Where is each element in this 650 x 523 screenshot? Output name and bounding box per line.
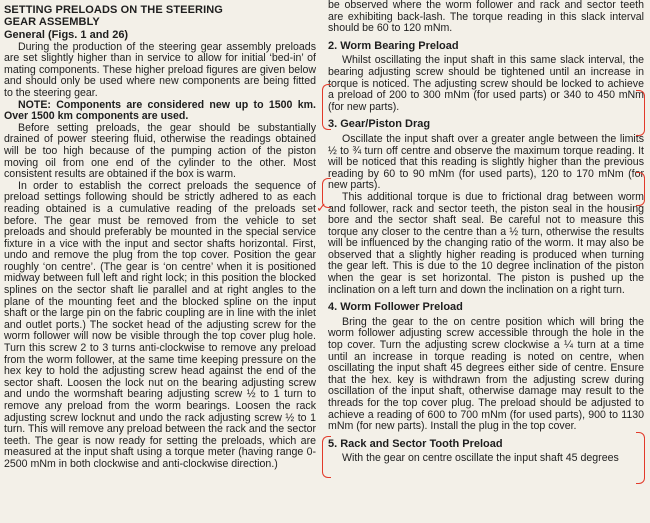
heading-gear-piston-drag: 3. Gear/Piston Drag [328, 118, 431, 131]
title-line-1: SETTING PRELOADS ON THE STEERING [4, 4, 223, 16]
paragraph-production: During the production of the steering gear assembly preloads are set slightly higher than in service to allow for initial ‘bed-in’ of mating components. These higher preload figures are given below and should only be used where new components are being fitted to the steering gear. [4, 40, 316, 99]
title-line-2: GEAR ASSEMBLY [4, 16, 100, 28]
note-components: NOTE: Components are considered new up to 1500 km. Over 1500 km components are used. [4, 98, 316, 123]
annotation-bracket-right-1 [636, 90, 645, 136]
check-mark-icon: ✓ [316, 200, 327, 215]
right-column [328, 0, 644, 465]
annotation-bracket-left-3 [322, 436, 331, 478]
annotation-bracket-right-2 [636, 172, 645, 206]
left-column [4, 0, 316, 471]
annotation-bracket-right-3 [636, 432, 645, 484]
section-title [4, 4, 316, 28]
general-subheading: General (Figs. 1 and 26) [4, 29, 129, 41]
heading-rack-sector-preload: 5. Rack and Sector Tooth Preload [328, 437, 503, 450]
paragraph-gear-piston-a: Oscillate the input shaft over a greater angle between the limits ½ to ¾ turn off centre and observe the maximum torque reading. It will be noticed that this reading is slightly higher than the previous reading by 60 to 90 mNm (for used parts), 120 to 170 mNm (for new parts). [328, 132, 644, 192]
paragraph-rack-sector: With the gear on centre oscillate the input shaft 45 degrees [342, 452, 619, 465]
annotation-bracket-left-1 [322, 84, 331, 130]
paragraph-worm-follower: Bring the gear to the on centre position which will bring the worm follower adjusting screw accessible through the hole in the top cover. Turn the adjusting screw clockwise a ¼ turn at a time until an increase in torque reading is noted on centre, when oscillating the input shaft 45 degrees either side of centre. Ensure that the hex. key is withdrawn from the adjusting screw during oscillation of the input shaft, otherwise damage may result to the threads for the top cover plug. The preload should be adjusted to achieve a reading of 600 to 700 mNm (for used parts), 900 to 1130 mNm (for new parts). Install the plug in the top cover. [328, 315, 644, 433]
paragraph-gear-piston-b: This additional torque is due to frictional drag between worm and follower, rack and sector teeth, the piston seal in the housing bore and the sector shaft seal. Be careful not to measure this torque any closer to the centre than a ½ turn, otherwise the results will be influenced by the changing ratio of the worm. It may also be observed that a slightly higher reading is produced when turning the gear left. This is due to the 10 degree inclination of the piston when the gear is set horizontal. The piston is pushed up the inclination on a left turn and down the inclination on a right turn. [328, 190, 644, 296]
paragraph-worm-bearing: Whilst oscillating the input shaft in this same slack interval, the bearing adjusting screw should be tightened until an increase in torque is noticed. The adjusting screw should be locked to achieve a preload of 200 to 300 mNm (for used parts) or 340 to 450 mNm (for new parts). [328, 54, 644, 113]
paragraph-sequence: In order to establish the correct preloads the sequence of preload settings following should be strictly adhered to as each reading obtained is a cumulative reading of the preloads set before. The gear must be removed from the vehicle to set preloads and should preferably be mounted in the special service fixture in a vice with the input and sector shafts horizontal. First, undo and remove the plug from the top cover. Position the gear roughly ‘on centre’. (The gear is ‘on centre’ when it is positioned midway between full left and right lock; in this position the blocked splines on the sector shaft lie parallel and at right angles to the plane of the mounting feet and the blocked spline on the input shaft or the large pin on the fabric coupling are in line with the inlet and outlet ports.) The socket head of the adjusting screw for the worm follower will now be visible through the top cover plug hole. Turn this screw 2 to 3 turns anti-clockwise to remove any preload from the worm follower, at the same time keeping pressure on the hex key to hold the adjusting screw head against the end of the sector shaft. Loosen the lock nut on the bearing adjusting screw and undo the wormshaft bearing adjusting screw ½ to 1 turn to remove any preload from the worm bearings. Loosen the rack adjusting screw locknut and undo the rack adjusting screw ½ to 1 turn. This will remove any preload between the rack and the sector teeth. The gear is now ready for setting the preloads, which are measured at the input shaft using a torque meter (having range 0-2500 mNm in both clockwise and anti-clockwise direction.) [4, 179, 316, 470]
heading-worm-bearing-preload: 2. Worm Bearing Preload [328, 39, 459, 52]
paragraph-draining: Before setting preloads, the gear should be substantially drained of power steering fluid, otherwise the readings obtained will be too high because of the pumping action of the piston moving oil from one end of the cylinder to the other. Most consistent results are obtained if the box is warm. [4, 121, 316, 181]
heading-worm-follower-preload: 4. Worm Follower Preload [328, 301, 463, 314]
paragraph-slack-interval: be observed where the worm follower and rack and sector teeth are exhibiting back-lash. The torque reading in this slack interval should be 60 to 120 mNm. [328, 0, 644, 35]
